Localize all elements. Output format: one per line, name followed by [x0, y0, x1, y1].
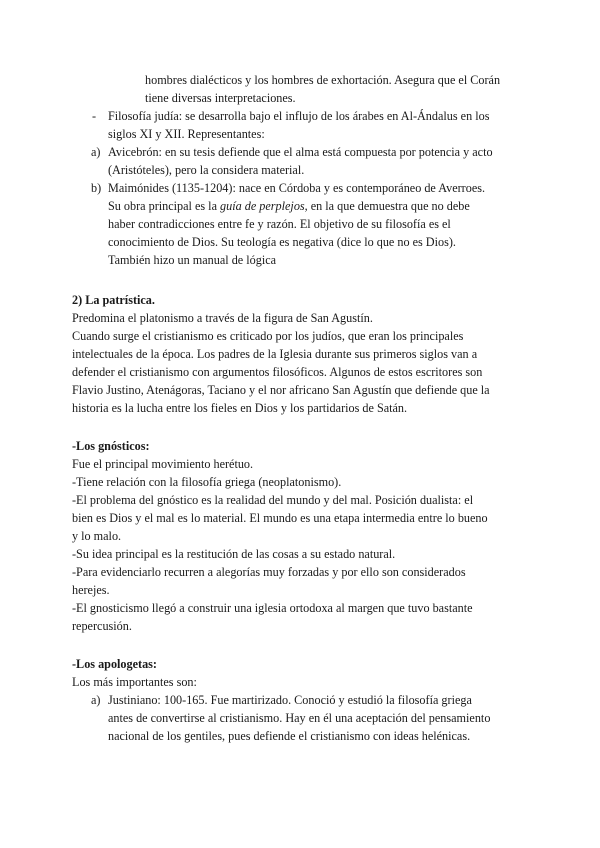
gnosticos-line: -El problema del gnóstico es la realidad del mundo y del mal. Posición dualista: el — [72, 493, 474, 507]
apologetas-intro: Los más importantes son: — [72, 675, 197, 689]
patristica-line: historia es la lucha entre los fieles en Dios y los partidarios de Satán. — [72, 401, 408, 415]
intro-continuation-line: tiene diversas interpretaciones. — [145, 91, 296, 105]
section-heading-apologetas: -Los apologetas: — [72, 657, 157, 671]
bullet-dash: - — [92, 109, 97, 123]
justiniano-line: antes de convertirse al cristianismo. Hay en él una aceptación del pensamiento — [108, 711, 491, 725]
gnosticos-line: -Su idea principal es la restitución de las cosas a su estado natural. — [72, 547, 396, 561]
patristica-line: intelectuales de la época. Los padres de la Iglesia durante sus primeros siglos van a — [72, 347, 478, 361]
maimonides-line: Maimónides (1135-1204): nace en Córdoba y es contemporáneo de Averroes. — [108, 181, 486, 195]
maimonides-line: conocimiento de Dios. Su teología es negativa (dice lo que no es Dios). — [108, 235, 456, 249]
list-marker: a) — [91, 145, 101, 159]
gnosticos-line: -Tiene relación con la filosofía griega (neoplatonismo). — [72, 475, 342, 489]
maimonides-line: haber contradicciones entre fe y razón. El objetivo de su filosofía es el — [108, 217, 451, 231]
maimonides-line: También hizo un manual de lógica — [108, 253, 277, 267]
gnosticos-line: bien es Dios y el mal es lo material. El mundo es una etapa intermedia entre lo bueno — [72, 511, 488, 525]
maimonides-text: en la que demuestra que no debe — [307, 199, 470, 213]
gnosticos-line: Fue el principal movimiento herétuo. — [72, 457, 254, 471]
gnosticos-line: herejes. — [72, 583, 110, 597]
gnosticos-line: -Para evidenciarlo recurren a alegorías muy forzadas y por ello son considerados — [72, 565, 466, 579]
justiniano-line: nacional de los gentiles, pues defiende el cristianismo con ideas helénicas. — [108, 729, 471, 743]
list-marker: b) — [91, 181, 102, 195]
intro-continuation-line: hombres dialécticos y los hombres de exhortación. Asegura que el Corán — [145, 73, 501, 87]
gnosticos-line: -El gnosticismo llegó a construir una iglesia ortodoxa al margen que tuvo bastante — [72, 601, 473, 615]
avicebron-line: Avicebrón: en su tesis defiende que el alma está compuesta por potencia y acto — [108, 145, 493, 159]
avicebron-line: (Aristóteles), pero la considera material. — [108, 163, 305, 177]
jewish-philosophy-line: Filosofía judía: se desarrolla bajo el influjo de los árabes en Al-Ándalus en los — [108, 109, 490, 123]
justiniano-line: Justiniano: 100-165. Fue martirizado. Conoció y estudió la filosofía griega — [108, 693, 472, 707]
book-title: guía de perplejos, — [220, 199, 308, 213]
section-heading-patristica: 2) La patrística. — [72, 293, 155, 307]
gnosticos-line: repercusión. — [72, 619, 132, 633]
section-heading-gnosticos: -Los gnósticos: — [72, 439, 150, 453]
jewish-philosophy-line: siglos XI y XII. Representantes: — [108, 127, 265, 141]
patristica-line: Predomina el platonismo a través de la figura de San Agustín. — [72, 311, 373, 325]
maimonides-line — [108, 197, 470, 215]
patristica-line: defender el cristianismo con argumentos filosóficos. Algunos de estos escritores son — [72, 365, 483, 379]
maimonides-text: Su obra principal es la — [108, 199, 221, 213]
patristica-line: Flavio Justino, Atenágoras, Taciano y el nor africano San Agustín que defiende que la — [72, 383, 490, 397]
list-marker: a) — [91, 693, 101, 707]
patristica-line: Cuando surge el cristianismo es criticado por los judíos, que eran los principales — [72, 329, 464, 343]
gnosticos-line: y lo malo. — [72, 529, 122, 543]
